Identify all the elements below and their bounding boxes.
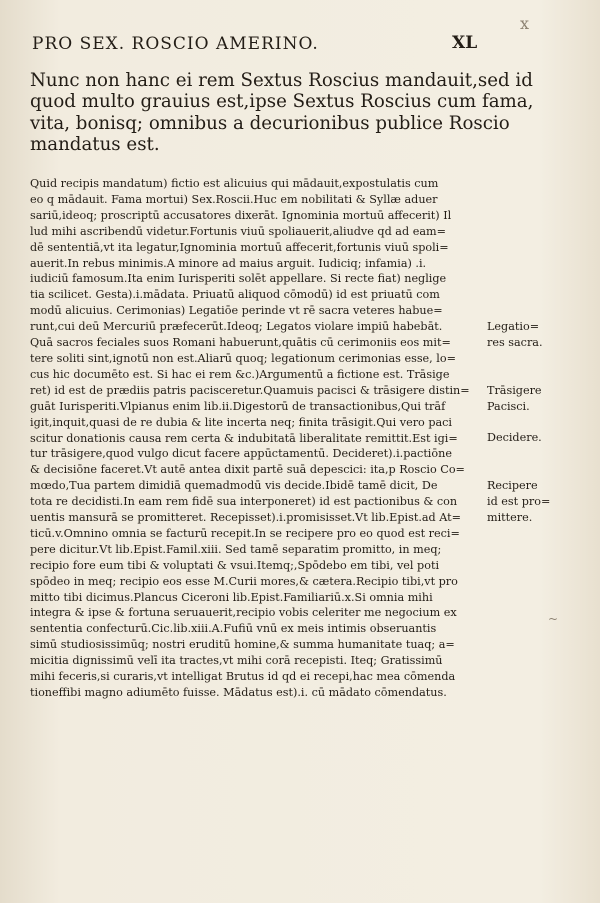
margin-note: Legatio= <box>487 320 540 334</box>
commentary-line: tioneffibi magno adiumēto fuisse. Mādatus est).i. cū mādato cōmendatus. <box>30 686 447 699</box>
commentary-line: scitur donationis causa rem certa & indubitatā liberalitate remittit.Est igi= <box>30 431 458 445</box>
commentary-line: modū alicuius. Cerimonias) Legatiōe perinde vt rē sacra veteres habue= <box>30 304 443 318</box>
commentary-line: guāt Iurisperiti.Vlpianus enim lib.ii.Digestorū de transactionibus,Qui trāf <box>30 399 446 413</box>
commentary-line: mitto tibi dicimus.Plancus Ciceroni lib.Epist.Familiariū.x.Si omnia mihi <box>30 590 433 604</box>
running-head: PRO SEX. ROSCIO AMERINO. <box>32 34 319 54</box>
commentary-line: tere soliti sint,ignotū non est.Aliarū quoq; legationum cerimonias esse, lo= <box>30 351 456 365</box>
lemma-text <box>30 70 534 156</box>
commentary-line: Quā sacros feciales suos Romani habuerunt,quātis cū cerimoniis eos mit= <box>30 336 451 350</box>
lemma-line: vita, bonisq; omnibus a decurionibus publice Roscio <box>30 112 510 134</box>
commentary-line: runt,cui deū Mercuriū præfecerūt.Ideoq; Legatos violare impiū habebāt. <box>30 320 443 334</box>
commentary-line: tur trāsigere,quod vulgo dicut facere appūctamentū. Decideret).i.pactiōne <box>30 447 452 461</box>
margin-note: Trāsigere <box>487 383 542 397</box>
commentary-line: mihi feceris,si curaris,vt intelligat Brutus id qd ei recepi,hac mea cōmenda <box>30 670 456 684</box>
commentary-line: spōdeo in meq; recipio eos esse M.Curii mores,& cætera.Recipio tibi,vt pro <box>30 574 458 588</box>
commentary-line: tia scilicet. Gesta).i.mādata. Priuatū aliquod cōmodū) id est priuatū com <box>30 288 440 302</box>
commentary-line: micitia dignissimū velī ita tractes,vt mihi corā recepisti. Iteq; Gratissimū <box>30 654 443 668</box>
commentary-line: iudiciū famosum.Ita enim Iurisperiti solēt appellare. Si recte fiat) neglige <box>30 272 447 286</box>
commentary-line: ticū.v.Omnino omnia se facturū recepit.In se recipere pro eo quod est reci= <box>30 526 460 540</box>
commentary-line: ret) id est de prædiis patris pacisceretur.Quamuis pacisci & trāsigere distin= <box>30 383 470 397</box>
commentary-line: integra & ipse & fortuna seruauerit,recipio vobis celeriter me negocium ex <box>30 606 457 620</box>
lemma-line: mandatus est. <box>30 134 160 156</box>
margin-note: Recipere <box>487 479 538 493</box>
lemma-line: Nunc non hanc ei rem Sextus Roscius mandauit,sed id <box>30 70 533 91</box>
commentary-line: mœdo,Tua partem dimidiā quemadmodū vis decide.Ibidē tamē dicit, De <box>30 479 438 493</box>
lemma-line: quod multo grauius est,ipse Sextus Roscius cum fama, <box>30 91 534 113</box>
margin-note: id est pro= <box>487 495 551 508</box>
commentary-line: cus hic documēto est. Si hac ei rem &c.)Argumentū a fictione est. Trāsige <box>30 367 450 381</box>
commentary-text <box>30 176 488 701</box>
margin-note: mittere. <box>487 510 533 524</box>
commentary-line: sententia confecturū.Cic.lib.xiii.A.Fufiū vnū ex meis intimis obseruantis <box>30 622 437 636</box>
folio-number: XL <box>452 33 478 53</box>
commentary-line: eo q mādauit. Fama mortui) Sex.Roscii.Huc em nobilitati & Syllæ aduer <box>30 192 438 206</box>
page-mark: x <box>520 14 530 33</box>
side-mark: ~ <box>548 612 559 626</box>
commentary-line: simū studiosissimūq; nostri eruditū homine,& summa humanitate tuaq; a= <box>30 638 455 652</box>
margin-note: res sacra. <box>487 336 543 349</box>
margin-note: Decidere. <box>487 431 542 445</box>
commentary-line: uentis mansurā se promitteret. Recepisset).i.promisisset.Vt lib.Epist.ad At= <box>30 511 462 525</box>
margin-note: Pacisci. <box>487 399 530 413</box>
commentary-line: dē sententiā,vt ita legatur,Ignominia mortuū affecerit,fortunis viuū spoli= <box>30 240 449 254</box>
commentary-line: igit,inquit,quasi de re dubia & lite incerta neq; finita trāsigit.Qui vero paci <box>30 415 453 429</box>
commentary-line: & decisiōne faceret.Vt autē antea dixit partē suā depescici: ita,p Roscio Co= <box>30 463 465 477</box>
commentary-line: lud mihi ascribendū videtur.Fortunis viuū spoliauerit,aliudve qd ad eam= <box>30 224 446 238</box>
commentary-line: sariū,ideoq; proscriptū accusatores dixerāt. Ignominia mortuū affecerit) Il <box>30 208 452 222</box>
commentary-line: recipio fore eum tibi & voluptati & vsui.Itemq;,Spōdebo em tibi, vel poti <box>30 558 440 572</box>
commentary-line: tota re decidisti.In eam rem fidē sua interponeret) id est pactionibus & con <box>30 495 458 509</box>
commentary-line: auerit.In rebus minimis.A minore ad maius arguit. Iudiciq; infamia) .i. <box>30 256 427 270</box>
commentary-line: Quid recipis mandatum) fictio est alicuius qui mādauit,expostulatis cum <box>30 177 439 190</box>
commentary-line: pere dicitur.Vt lib.Epist.Famil.xiii. Sed tamē separatim promitto, in meq; <box>30 542 442 556</box>
